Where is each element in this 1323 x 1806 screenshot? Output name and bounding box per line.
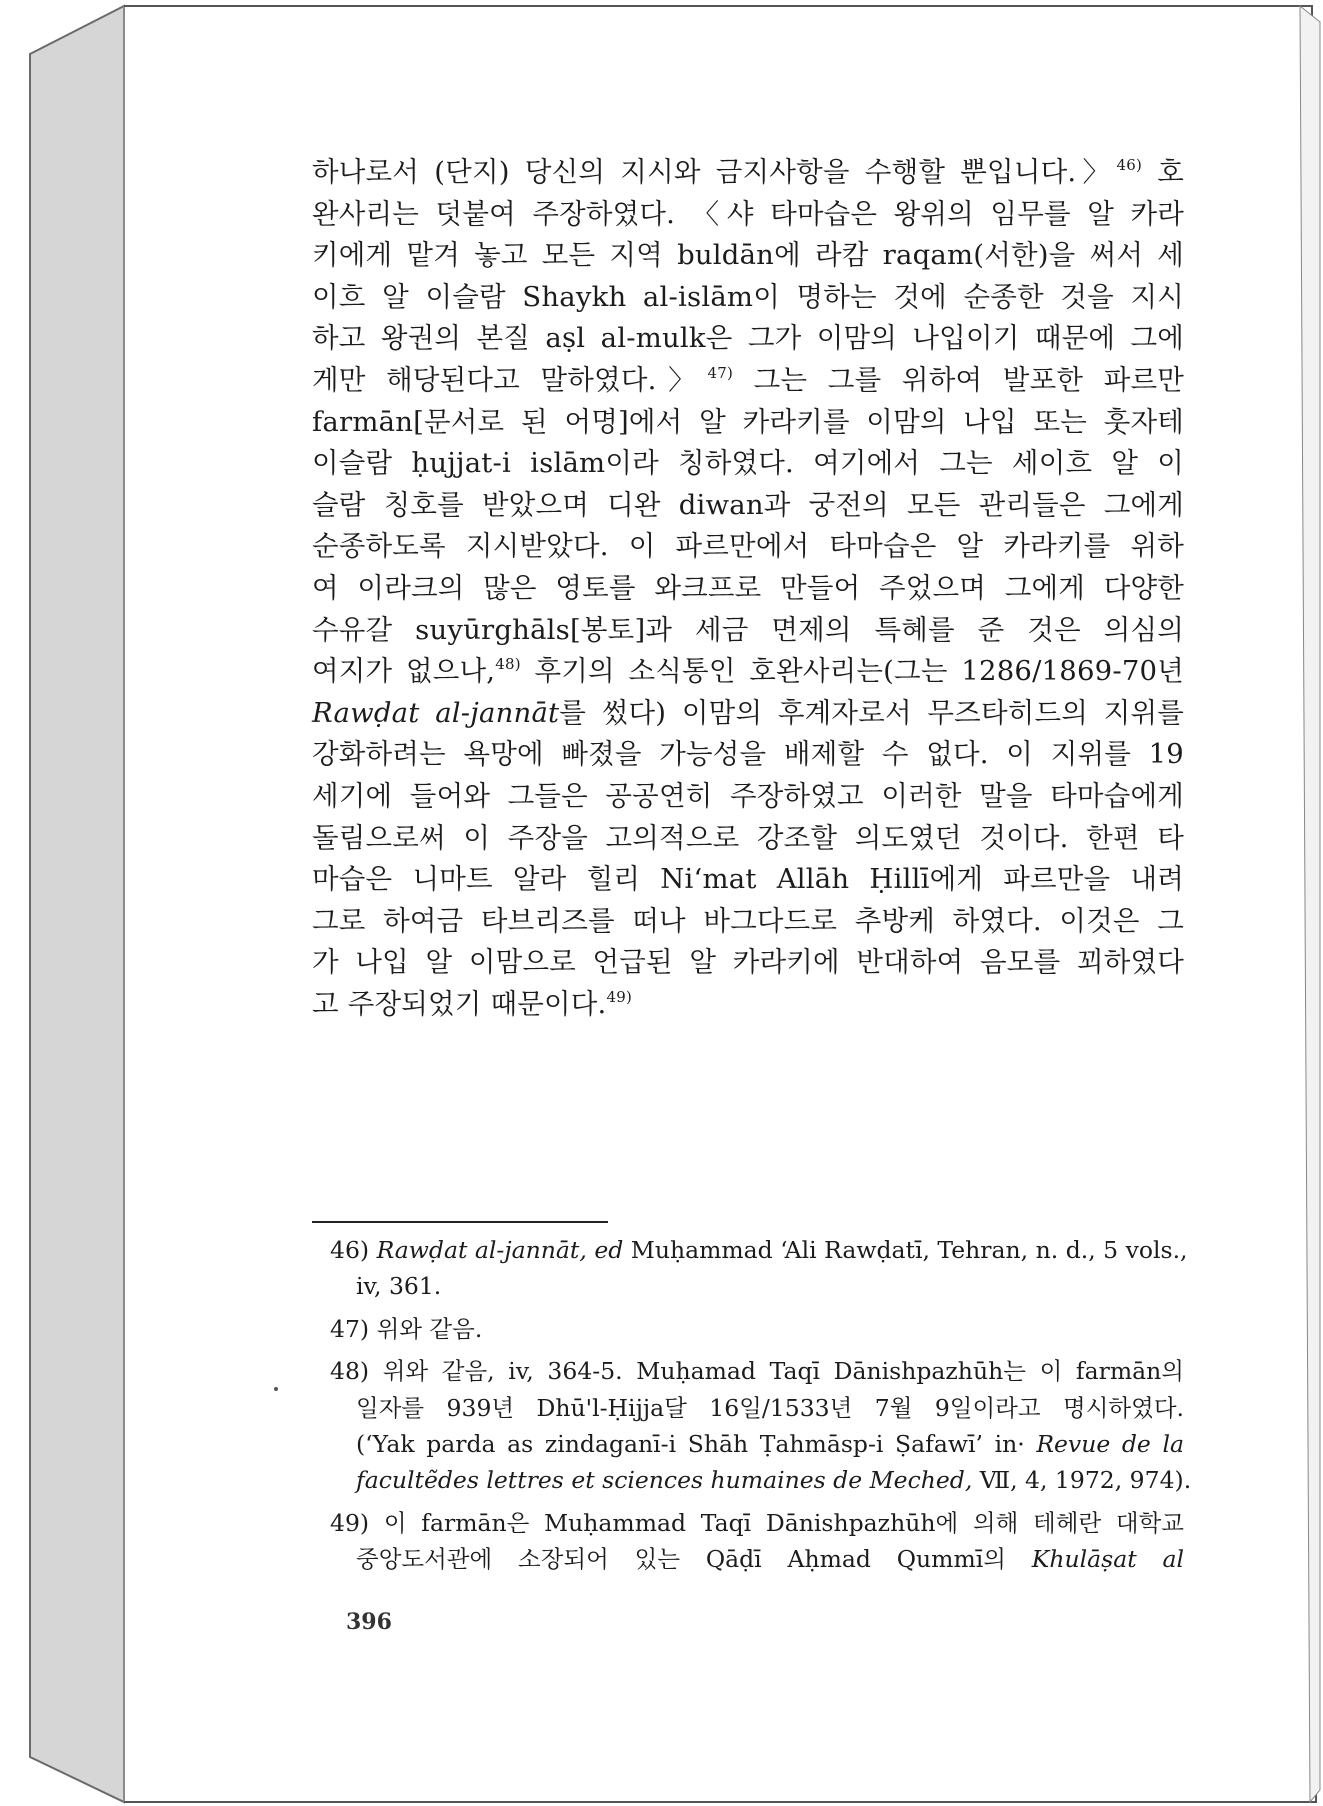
body-line-6 [312, 360, 1184, 402]
body-line-21 [312, 984, 1184, 1026]
footnote-48-line-3 [330, 1426, 1184, 1462]
footnote-48-line-4 [330, 1462, 1192, 1498]
body-line-1-text: 하나로서 (단지) 당신의 지시와 금지사항을 수행할 뿐입니다.〉 [312, 156, 1117, 188]
body-line-6-text: 게만 해당된다고 말하였다.〉 [312, 363, 708, 396]
footnote-48-journal-b: facultẽdes lettres et sciences humaines de Meched, [356, 1466, 973, 1495]
footnote-48-text-1: 위와 같음, iv, 364-5. Muḥamad Taqī Dānishpazhūh는 이 farmān의 [382, 1357, 1184, 1386]
footnote-49-title: Khulāṣat al [1031, 1545, 1184, 1574]
page-right-edge [1300, 6, 1320, 1802]
body-line-21-text: 고 주장되었기 때문이다. [312, 987, 607, 1020]
body-line-7: farmān[문서로 된 어명]에서 알 카라키를 이맘의 나입 또는 훗자테 [312, 405, 1184, 438]
footnote-47-number: 47) [330, 1314, 370, 1343]
page-number: 396 [346, 1609, 392, 1635]
body-line-10: 순종하도록 지시받았다. 이 파르만에서 타마습은 알 카라키를 위하 [312, 530, 1184, 563]
body-line-8: 이슬람 ḥujjat-i islām이라 칭하였다. 여기에서 그는 세이흐 알 이 [312, 447, 1184, 480]
body-line-13-text: 여지가 없으나, [312, 655, 496, 688]
footnote-48-article: (‘Yak parda as zindaganī-i Shāh Ṭahmāsp-i Ṣafawī’ in· [356, 1430, 1025, 1459]
footnote-46-number: 46) [330, 1236, 370, 1264]
footnote-46-title: Rawḍat al-jannāt, ed [376, 1236, 624, 1264]
body-line-13 [312, 651, 1184, 693]
footnote-49-text-2: 중앙도서관에 소장되어 있는 Qāḍī Aḥmad Qummī의 [356, 1545, 1032, 1574]
footnote-ref-46: 46) [1116, 156, 1143, 174]
body-line-18: 마습은 니마트 알라 힐리 Ni‘mat Allāh Ḥillī에게 파르만을 내려 [312, 863, 1184, 896]
footnote-48 [330, 1353, 1192, 1499]
body-line-1 [312, 152, 1184, 194]
footnote-48-number: 48) [330, 1357, 370, 1386]
footnote-49-line-2 [330, 1541, 1184, 1577]
body-line-5: 하고 왕권의 본질 aṣl al-mulk은 그가 이맘의 나입이기 때문에 그에 [312, 322, 1184, 355]
body-line-15: 강화하려는 욕망에 빠졌을 가능성을 배제할 수 없다. 이 지위를 19 [312, 738, 1184, 771]
footnote-48-volume: Ⅶ, 4, 1972, 974). [972, 1466, 1192, 1495]
footnote-49 [330, 1505, 1184, 1578]
footnote-48-journal-a: Revue de la [1036, 1430, 1184, 1459]
footnote-49-line-1 [330, 1505, 1184, 1541]
footnote-46 [330, 1232, 1188, 1305]
body-line-14-title: Rawḍat al-jannāt [312, 696, 560, 729]
footnote-ref-48: 48) [495, 655, 521, 674]
body-line-14-end: 를 썼다) 이맘의 후계자로서 무즈타히드의 지위를 [559, 696, 1184, 729]
body-line-2: 완사리는 덧붙여 주장하였다. 〈샤 타마습은 왕위의 임무를 알 카라 [312, 197, 1184, 230]
footnote-46-line-2: iv, 361. [356, 1272, 442, 1301]
footnote-divider [312, 1221, 608, 1223]
body-line-11: 여 이라크의 많은 영토를 와크프로 만들어 주었으며 그에게 다양한 [312, 571, 1184, 604]
footnote-ref-47: 47) [707, 363, 734, 382]
footnote-ref-49: 49) [606, 987, 633, 1006]
book-spine [30, 6, 124, 1802]
footnote-48-line-2: 일자를 939년 Dhū'l-Ḥijja달 16일/1533년 7월 9일이라고 명시하였다. [356, 1393, 1184, 1422]
body-line-1-end: 호 [1142, 156, 1184, 188]
footnote-49-number: 49) [330, 1508, 370, 1537]
footnote-47-text: 위와 같음. [376, 1314, 483, 1343]
footnote-46-line-1 [330, 1232, 1188, 1268]
body-line-13-end: 후기의 소식통인 호완사리는(그는 1286/1869-70년 [520, 655, 1184, 688]
body-line-16: 세기에 들어와 그들은 공공연히 주장하였고 이러한 말을 타마습에게 [312, 779, 1184, 812]
body-line-20: 가 나입 알 이맘으로 언급된 알 카라키에 반대하여 음모를 꾀하였다 [312, 946, 1184, 979]
footnote-47-line-1 [330, 1311, 1184, 1347]
body-line-14 [312, 693, 1184, 735]
body-line-9: 슬람 칭호를 받았으며 디완 diwan과 궁전의 모든 관리들은 그에게 [312, 488, 1184, 521]
body-line-3: 키에게 맡겨 놓고 모든 지역 buldān에 라캄 raqam(서한)을 써서 세 [312, 239, 1184, 272]
footnote-46-rest: Muḥammad ‘Ali Rawḍatī, Tehran, n. d., 5 vols., [623, 1236, 1188, 1264]
print-speck [274, 1387, 278, 1391]
footnote-48-line-1 [330, 1353, 1184, 1389]
body-line-4: 이흐 알 이슬람 Shaykh al-islām이 명하는 것에 순종한 것을 지시 [312, 280, 1184, 313]
body-line-12: 수유갈 suyūrghāls[봉토]과 세금 면제의 특혜를 준 것은 의심의 [312, 613, 1184, 646]
footnotes [330, 1232, 1192, 1578]
body-line-6-end: 그는 그를 위하여 발포한 파르만 [733, 363, 1184, 396]
body-text [312, 152, 1184, 1025]
footnote-49-text-1: 이 farmān은 Muḥammad Taqī Dānishpazhūh에 의해 테헤란 대학교 [383, 1508, 1184, 1537]
footnote-47 [330, 1311, 1184, 1347]
body-line-19: 그로 하여금 타브리즈를 떠나 바그다드로 추방케 하였다. 이것은 그 [312, 904, 1184, 937]
body-line-17: 돌림으로써 이 주장을 고의적으로 강조할 의도였던 것이다. 한편 타 [312, 821, 1184, 854]
